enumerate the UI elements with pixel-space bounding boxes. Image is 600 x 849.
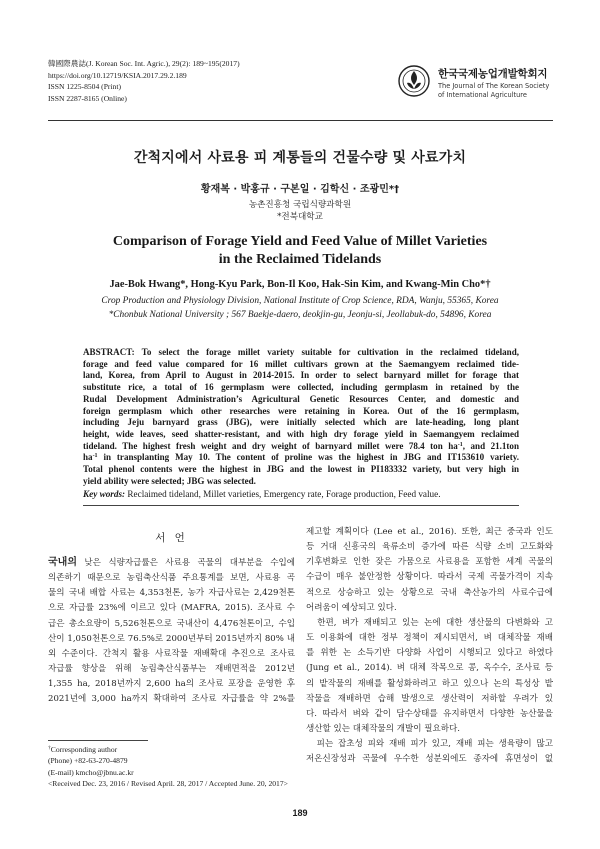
abstract-line: Rudal Development Administration’s Agricultural Genetic Resources Center, and domestic and	[83, 393, 519, 404]
issn-online: ISSN 2287-8165 (Online)	[48, 93, 127, 103]
body-line: (Jung et al., 2014). 벼 대체 작목으로 콩, 옥수수, 조사료 등	[306, 663, 553, 674]
body-line: 제고할 계획이다 (Lee et al., 2016). 또한, 최근 중국과 인도	[306, 527, 553, 537]
abstract-line-tail: in transplanting May 10. The content of proline was the highest in JBG and IT153610 variety.	[97, 452, 519, 463]
body-line: 의존하기 때문으로 농림축산식품 주요통계를 보면, 사료용 곡	[48, 573, 295, 584]
affiliation-english-2: *Chonbuk National University ; 567 Baekje-daero, deokjin-gu, Jeonju-si, Jeollabuk-do, 54896, Korea	[108, 310, 492, 320]
body-line: 도 이용화에 대한 정부 정책이 제시되면서, 벼 대체작물 재배	[306, 633, 553, 644]
superscript: -1	[92, 453, 98, 460]
body-line: 1,355 ha, 2018년까지 2,600 ha의 조사료 포장을 운영한 후	[48, 679, 295, 690]
body-line: 으로 자급률 23%에 이르고 있다 (MAFRA, 2015). 조사료 수	[48, 603, 295, 614]
footnote	[48, 744, 288, 790]
body-line: 어려움이 예상되고 있다.	[306, 602, 397, 613]
abstract-divider	[83, 505, 519, 506]
title-english-line1: Comparison of Forage Yield and Feed Value of Millet Varieties	[112, 234, 488, 249]
body-line: 적으로 상승하고 있는 상황으로 국내 축산농가의 사료수급에	[306, 587, 553, 598]
abstract-line: forage and feed value compared for 16 millet cultivars grown at the Saemangyem reclaimed tide-	[83, 358, 519, 369]
abstract-line: yield ability were selected; JBG was selected.	[83, 475, 256, 486]
abstract	[83, 347, 519, 488]
authors-korean: 황재복 · 박홍규 · 구본일 · 김학신 · 조광민*†	[200, 184, 400, 195]
abstract-line: including Jeju barnyard grass (JBG), were initially selected which are late-heading, long plant	[83, 417, 519, 428]
body-line: 기후변화로 인한 잦은 가뭄으로 사료용을 포함한 세계 곡물의	[306, 557, 553, 568]
abstract-line: Total phenol contents were the highest in JBG and the lowest in PI183332 variety, but very high in	[83, 464, 519, 475]
doi-link[interactable]: https://doi.org/10.12719/KSIA.2017.29.2.189	[48, 70, 187, 80]
keywords-text: Reclaimed tideland, Millet varieties, Emergency rate, Forage production, Feed value.	[127, 489, 441, 499]
abstract-line	[83, 452, 519, 464]
abstract-line-text: ha	[83, 452, 93, 463]
body-line: 자급률 향상을 위해 농림축산식품부는 재배면적을 2012년	[48, 664, 295, 675]
received-dates: <Received Dec. 23, 2016 / Revised April. 28, 2017 / Accepted June. 20, 2017>	[48, 779, 288, 789]
abstract-line-tail: , and 21.1ton	[462, 440, 519, 451]
body-line: 외 수준이다. 간척지 활용 사료작물 재배확대 추진으로 조사료	[48, 648, 295, 659]
body-line: 피는 잡초성 피와 재배 피가 있고, 재배 피는 생육량이 많고	[306, 739, 553, 750]
abstract-line-text: tideland. The highest fresh weight and dry weight of barnyard millet were 78.4 ton ha	[83, 440, 458, 451]
affiliation-korean-2: *전북대학교	[277, 212, 323, 222]
email[interactable]: (E-mail) kmcho@jbnu.ac.kr	[48, 767, 134, 777]
body-line: 다. 따라서 벼와 같이 담수상태를 유지하면서 다양한 농산물을	[306, 708, 553, 719]
body-line: 물의 국내 배합 사료는 4,353천톤, 농가 자급사료는 2,429천톤	[48, 588, 295, 599]
abstract-line: height, wide leaves, seed shatter-resistant, and with high dry forage yield in Saemangyem reclaimed	[83, 429, 519, 440]
title-english-line2: in the Reclaimed Tidelands	[218, 252, 382, 267]
body-line: 의 밭작물의 재배를 활성화하려고 하고 있으나 논의 특성상 밭	[306, 678, 553, 689]
superscript: -1	[457, 441, 463, 448]
society-logo	[398, 64, 568, 104]
affiliation-korean-1: 농촌진흥청 국립식량과학원	[248, 200, 352, 210]
lead-word: 국내의	[48, 557, 77, 568]
title-korean: 간척지에서 사료용 피 계통들의 건물수량 및 사료가치	[133, 150, 467, 166]
body-line: 수급이 매우 불안정한 상황이다. 따라서 국제 곡물가격이 지속	[306, 572, 553, 583]
journal-citation-block	[48, 58, 240, 104]
society-name-en-line2: of International Agriculture	[438, 91, 527, 99]
section-heading-introduction: 서 언	[155, 532, 188, 544]
journal-citation: 韓國際農誌(J. Korean Soc. Int. Agric.), 29(2): 189~195(2017)	[48, 59, 240, 68]
abstract-line: ABSTRACT: To select the forage millet variety suitable for cultivation in the reclaimed tideland,	[83, 347, 519, 357]
body-line: 급은 총소요량이 5,526천톤으로 국내산이 4,476천톤이고, 수입	[48, 618, 295, 629]
body-line: 국내의 낮은 식량자급률은 사료용 곡물의 대부분을 수입에	[48, 557, 295, 568]
body-line: 생산할 있는 대체작물의 개발이 필요하다.	[306, 724, 460, 735]
dagger-mark: †	[48, 745, 51, 751]
abstract-line: substitute rice, a total of 16 germplasm were collected, including germplasm in retained by the	[83, 382, 519, 393]
abstract-line: foreign germplasm which other researches were retaining in Korea. Out of the 16 germplasm,	[83, 405, 519, 416]
society-name-en-line1: The Journal of The Korean Society	[438, 82, 550, 90]
body-line: 를 위한 논 소득기반 다양화 사업이 시행되고 있다고 하였다	[306, 648, 553, 659]
corresponding-author: †Corresponding author	[48, 745, 118, 754]
body-line: 산이 1,050천톤으로 76.5%로 2000년부터 2015년까지 80% 내	[48, 633, 295, 644]
keywords	[83, 489, 519, 499]
abstract-line: land, Korea, from April to August in 2014-2015. In order to select barnyard millet for forage that	[83, 370, 519, 381]
body-line: 저온신장성과 곡물에 우수한 성분외에도 종자에 휴면성이 없	[306, 754, 553, 765]
abstract-line	[83, 441, 519, 453]
body-line: 한편, 벼가 재배되고 있는 논에 대한 생산물의 다변화와 고	[306, 617, 553, 628]
header-divider	[48, 120, 553, 121]
body-line: 작물을 재배하면 습해 발생으로 생산력이 저하할 우려가 있	[306, 693, 553, 704]
phone: (Phone) +82-63-270-4879	[48, 756, 128, 766]
page-number: 189	[292, 808, 308, 818]
body-column-right	[306, 525, 553, 768]
body-line: 등 거대 신흥국의 육류소비 증가에 따른 식량 소비 고도화와	[306, 542, 553, 553]
body-line: 2021년에 3,000 ha까지 확대하여 조사료 자급률을 약 2%를	[48, 694, 295, 705]
affiliation-english-1: Crop Production and Physiology Division, National Institute of Crop Science, RDA, Wanju, 55365, Korea	[101, 296, 499, 306]
footnote-divider	[48, 740, 148, 741]
society-name-ko: 한국국제농업개발학회지	[438, 68, 548, 80]
keywords-label: Key words:	[83, 489, 126, 499]
authors-english: Jae-Bok Hwang*, Hong-Kyu Park, Bon-Il Koo, Hak-Sin Kim, and Kwang-Min Cho*†	[109, 279, 491, 290]
issn-print: ISSN 1225-8504 (Print)	[48, 82, 121, 92]
society-emblem-icon	[398, 65, 430, 97]
body-column-left	[48, 555, 295, 708]
